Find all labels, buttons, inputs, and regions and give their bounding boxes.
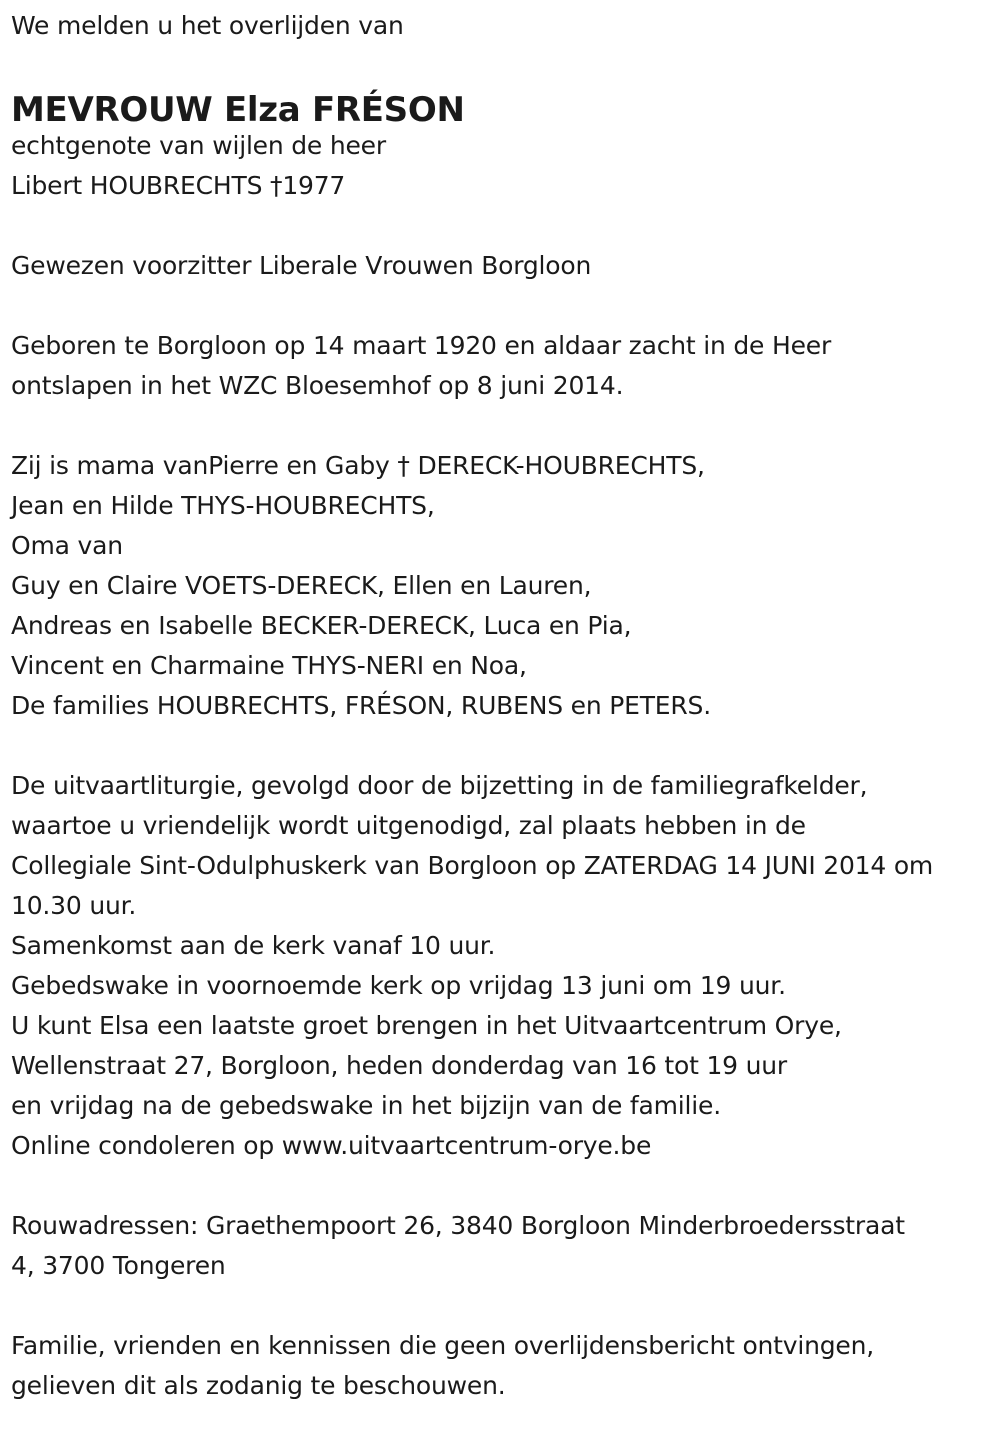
funeral-line: Gebedswake in voornoemde kerk op vrijdag 13 juni om 19 uur. [11, 971, 786, 1000]
family-children-surname: DERECK-HOUBRECHTS, [417, 451, 705, 480]
family-line: De families HOUBRECHTS, FRÉSON, RUBENS en PETERS. [11, 691, 711, 720]
family-line [11, 446, 1000, 486]
role-line: Gewezen voorzitter Liberale Vrouwen Borgloon [11, 251, 592, 280]
spacer [11, 1286, 1000, 1326]
closing-line: gelieven dit als zodanig te beschouwen. [11, 1371, 506, 1400]
spouse-death-year: 1977 [282, 171, 346, 200]
closing-line: Familie, vrienden en kennissen die geen overlijdensbericht ontvingen, [11, 1331, 875, 1360]
funeral-line: Collegiale Sint-Odulphuskerk van Borgloon op ZATERDAG 14 JUNI 2014 om [11, 851, 934, 880]
funeral-line: Samenkomst aan de kerk vanaf 10 uur. [11, 931, 496, 960]
family-children-text: Zij is mama vanPierre en Gaby [11, 451, 390, 480]
online-condolence-line: Online condoleren op www.uitvaartcentrum-orye.be [11, 1131, 652, 1160]
intro-text: We melden u het overlijden van [11, 11, 404, 40]
family-line: Vincent en Charmaine THYS-NERI en Noa, [11, 651, 527, 680]
funeral-line: en vrijdag na de gebedswake in het bijzijn van de familie. [11, 1091, 721, 1120]
death-line: ontslapen in het WZC Bloesemhof op 8 juni 2014. [11, 371, 624, 400]
family-line: Andreas en Isabelle BECKER-DERECK, Luca en Pia, [11, 611, 632, 640]
family-line: Oma van [11, 531, 123, 560]
spacer [11, 726, 1000, 766]
spouse-name: Libert HOUBRECHTS [11, 171, 263, 200]
funeral-line: 10.30 uur. [11, 891, 137, 920]
spacer [11, 206, 1000, 246]
family-line: Guy en Claire VOETS-DERECK, Ellen en Lauren, [11, 571, 592, 600]
birth-line: Geboren te Borgloon op 14 maart 1920 en aldaar zacht in de Heer [11, 331, 832, 360]
spacer [11, 286, 1000, 326]
death-notice [0, 6, 1000, 1436]
funeral-line: U kunt Elsa een laatste groet brengen in het Uitvaartcentrum Orye, [11, 1011, 842, 1040]
funeral-line: Wellenstraat 27, Borgloon, heden donderdag van 16 tot 19 uur [11, 1051, 787, 1080]
spacer [11, 406, 1000, 446]
cross-icon: † [397, 451, 410, 480]
family-line: Jean en Hilde THYS-HOUBRECHTS, [11, 491, 435, 520]
spacer [11, 1166, 1000, 1206]
address-line: Rouwadressen: Graethempoort 26, 3840 Borgloon Minderbroedersstraat [11, 1211, 905, 1240]
spouse-line: echtgenote van wijlen de heer [11, 131, 386, 160]
funeral-line: De uitvaartliturgie, gevolgd door de bijzetting in de familiegrafkelder, [11, 771, 868, 800]
spouse-name-line [11, 166, 1000, 206]
deceased-name: MEVROUW Elza FRÉSON [11, 90, 465, 130]
address-line: 4, 3700 Tongeren [11, 1251, 226, 1280]
funeral-line: waartoe u vriendelijk wordt uitgenodigd, zal plaats hebben in de [11, 811, 806, 840]
cross-icon: † [270, 171, 283, 200]
